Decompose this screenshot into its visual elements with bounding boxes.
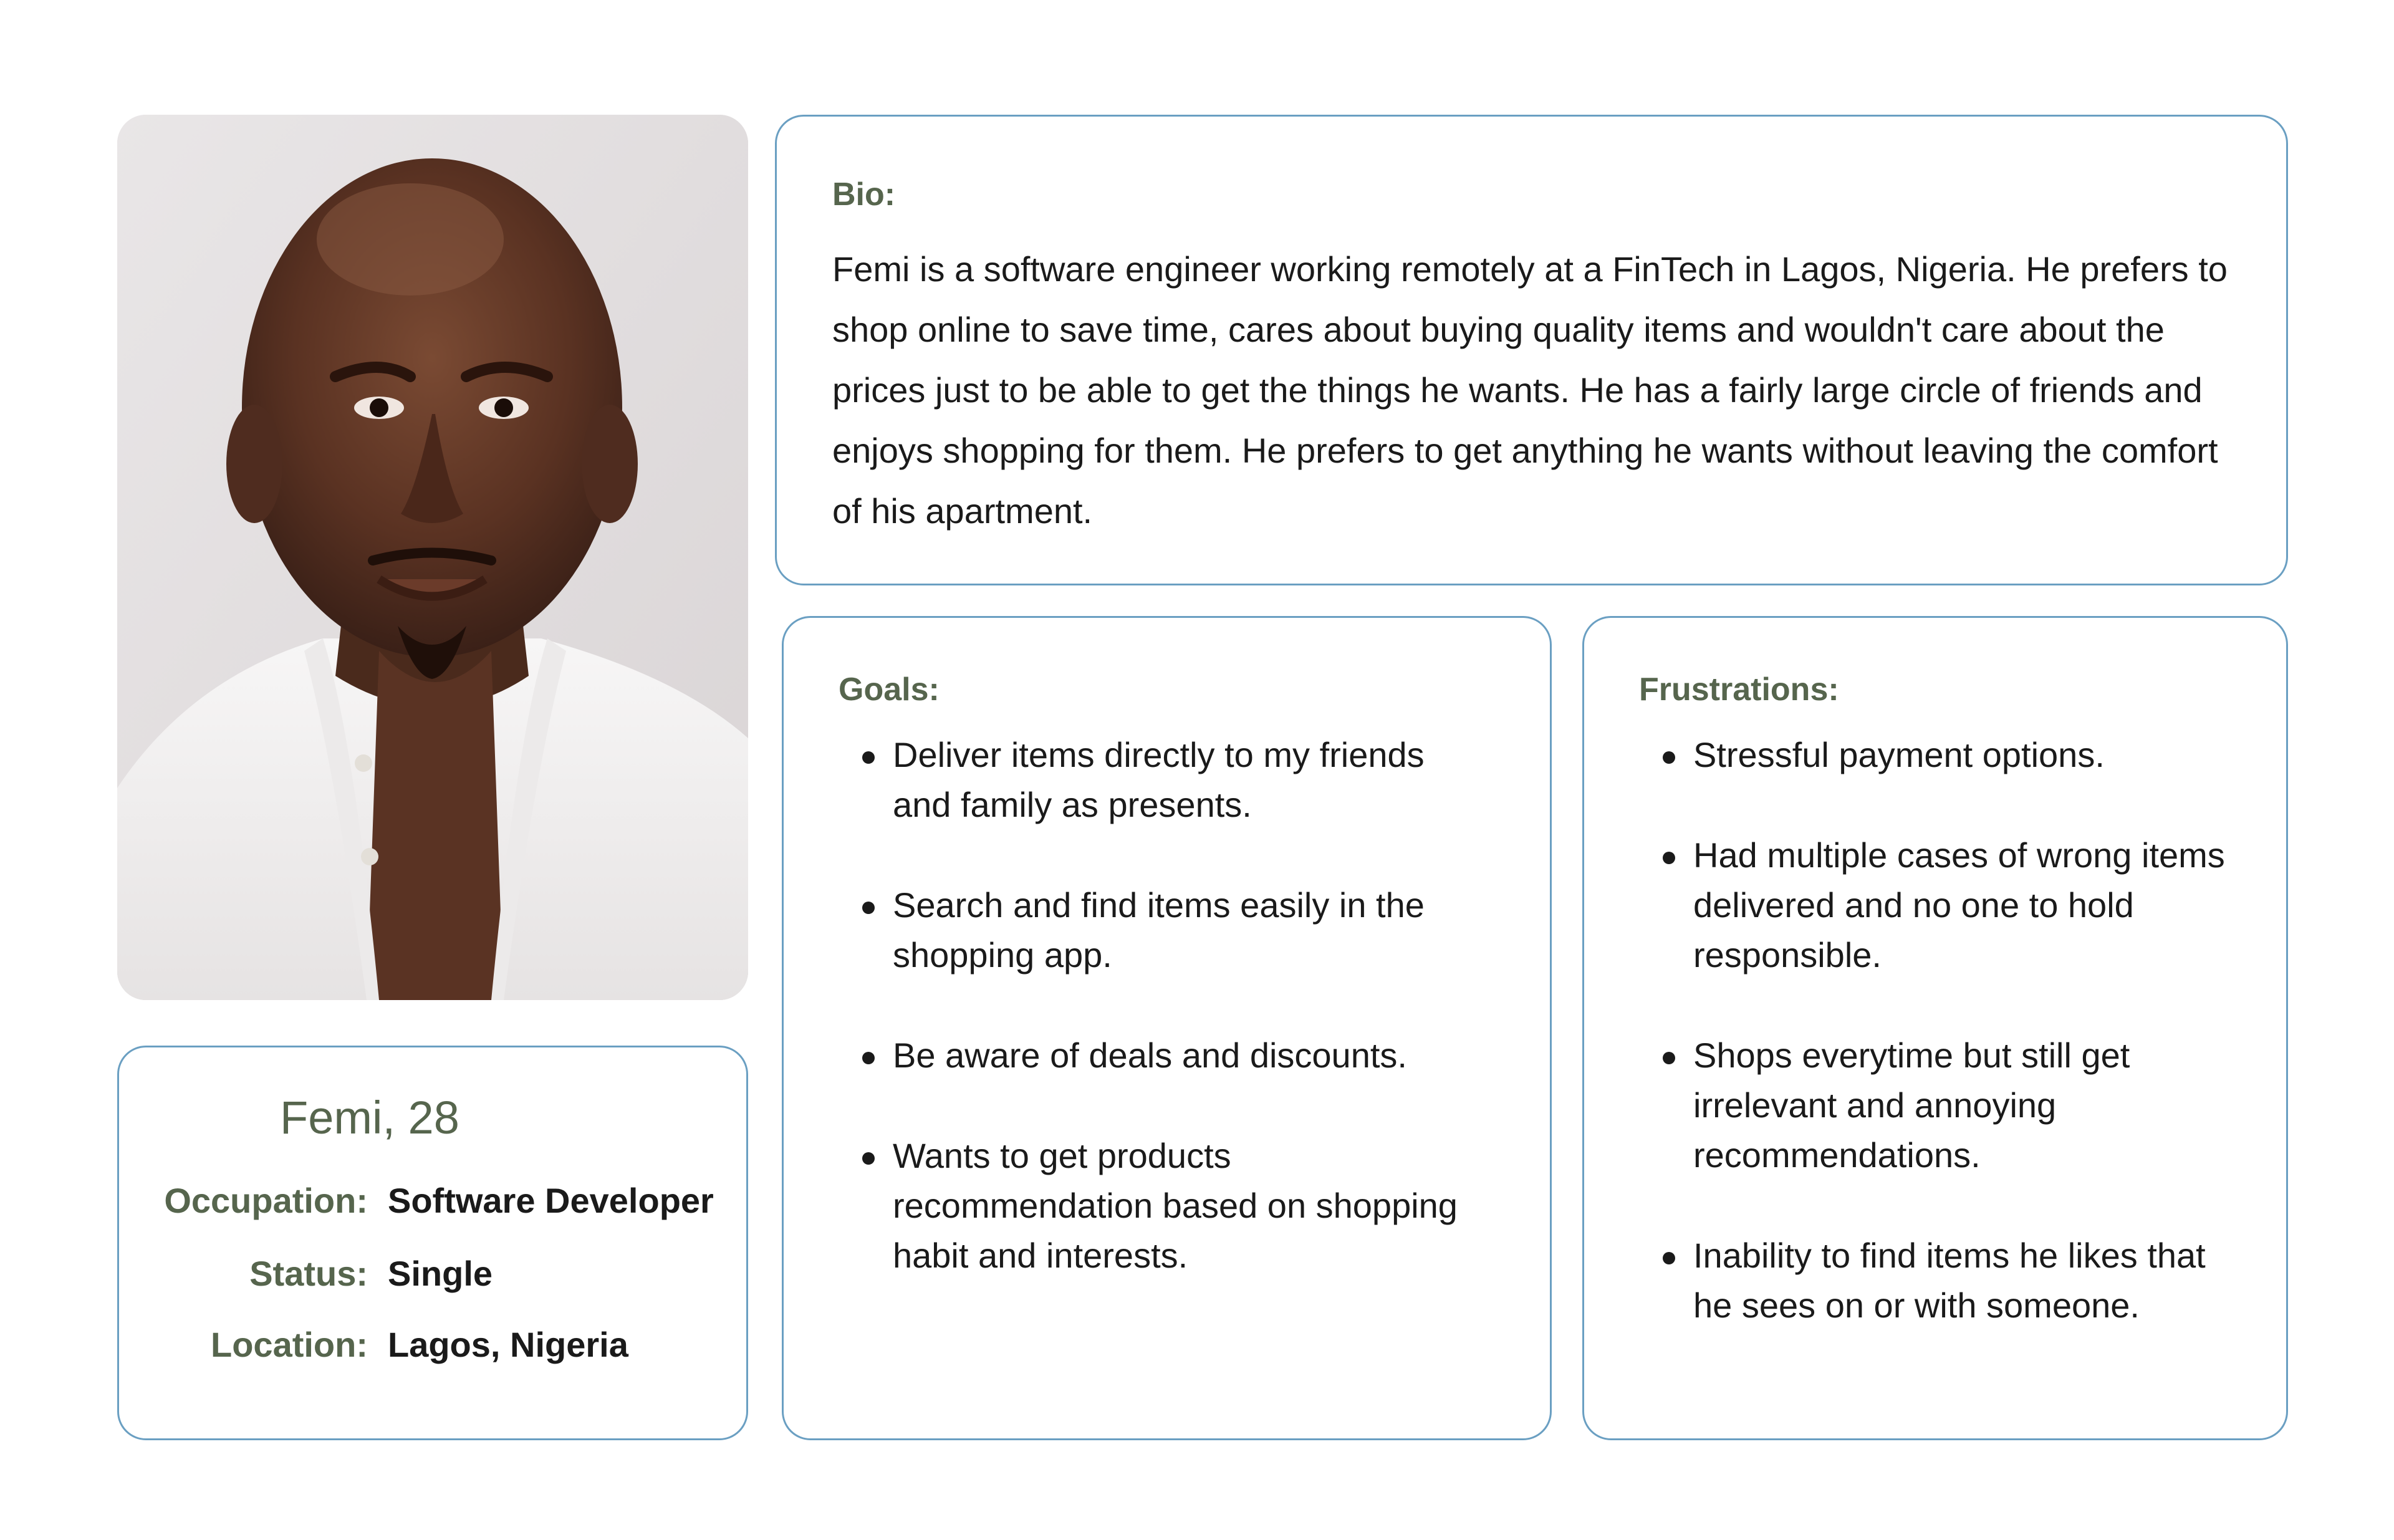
goals-list bbox=[784, 730, 1513, 1331]
persona-name: Femi, 28 bbox=[280, 1092, 459, 1143]
goal-item: Be aware of deals and discounts. bbox=[784, 1031, 1513, 1080]
frustration-item: Inability to find items he likes that he sees on or with someone. bbox=[1584, 1231, 2270, 1331]
goal-item: Deliver items directly to my friends and family as presents. bbox=[784, 730, 1513, 830]
frustration-item: Shops everytime but still get irrelevant and annoying recommendations. bbox=[1584, 1031, 2270, 1180]
detail-label: Status: bbox=[249, 1254, 368, 1293]
detail-label: Location: bbox=[211, 1325, 368, 1364]
frustrations-list bbox=[1584, 730, 2270, 1381]
frustration-item: Had multiple cases of wrong items delivered and no one to hold responsible. bbox=[1584, 830, 2270, 980]
frustration-item: Stressful payment options. bbox=[1584, 730, 2270, 780]
frustrations-card bbox=[1582, 616, 2288, 1440]
detail-value: Software Developer bbox=[388, 1181, 714, 1220]
frustrations-heading: Frustrations: bbox=[1639, 671, 1839, 708]
goals-card bbox=[782, 616, 1552, 1440]
persona-profile-card bbox=[117, 1046, 748, 1440]
detail-value: Lagos, Nigeria bbox=[388, 1325, 628, 1364]
detail-label: Occupation: bbox=[164, 1181, 368, 1220]
goal-item: Wants to get products recommendation based on shopping habit and interests. bbox=[784, 1131, 1513, 1281]
goal-item: Search and find items easily in the shopping app. bbox=[784, 880, 1513, 980]
bio-heading: Bio: bbox=[832, 176, 896, 213]
portrait-image bbox=[117, 115, 748, 1000]
bio-text: Femi is a software engineer working remotely at a FinTech in Lagos, Nigeria. He prefers to shop online to save time, cares about buying quality items and wouldn't care about the prices just to be able to get the things he wants. He has a fairly large circle of friends and enjoys shopping for them. He prefers to get anything he wants without leaving the comfort of his apartment. bbox=[832, 249, 2228, 531]
detail-value: Single bbox=[388, 1254, 493, 1293]
persona-photo bbox=[117, 115, 748, 1000]
goals-heading: Goals: bbox=[839, 671, 940, 708]
bio-card bbox=[775, 115, 2288, 585]
